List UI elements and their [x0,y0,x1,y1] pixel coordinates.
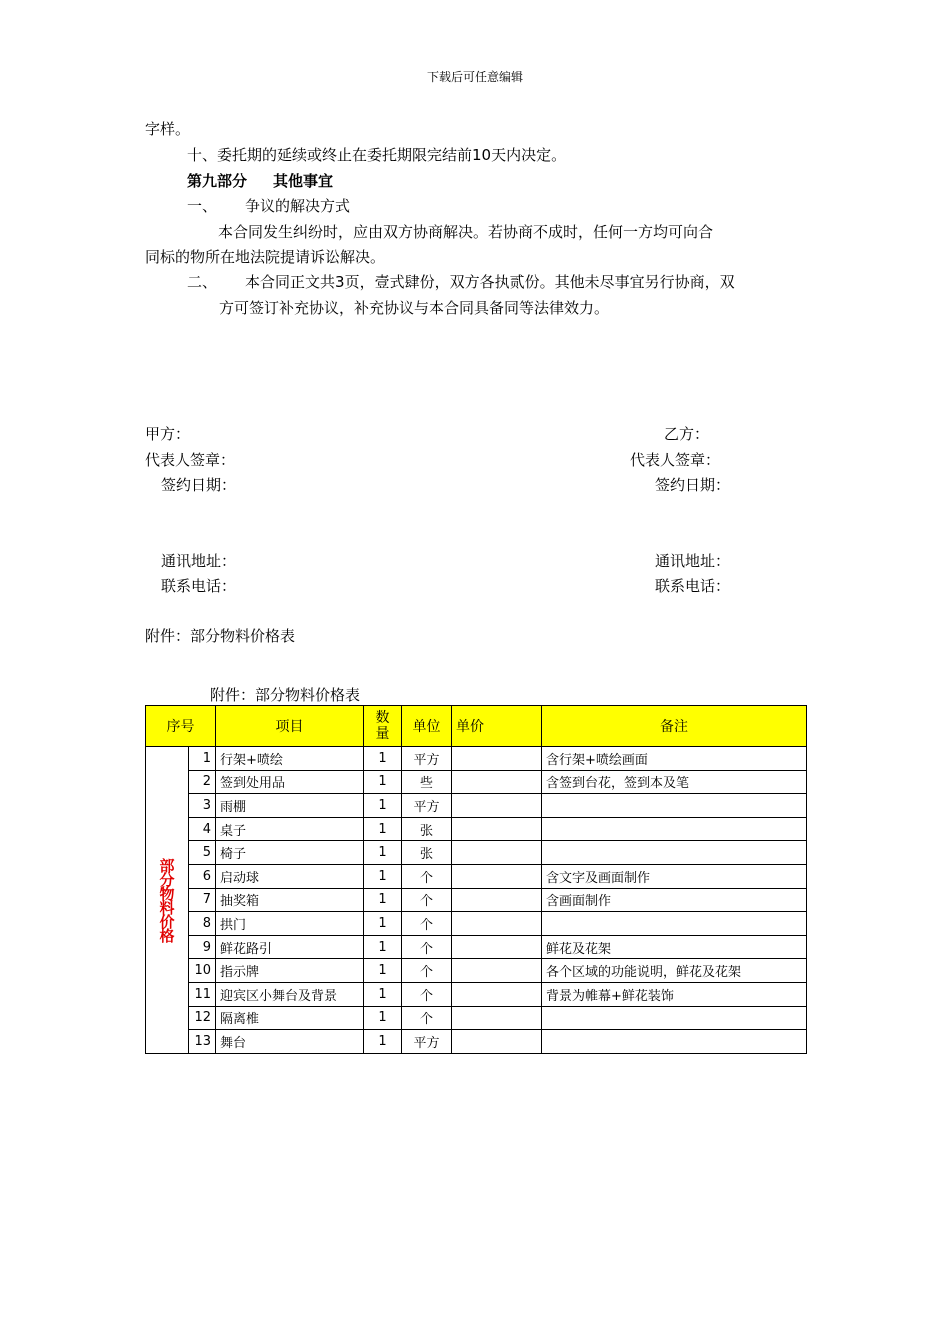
row-remark [542,841,807,865]
row-remark: 含文字及画面制作 [542,864,807,888]
row-remark [542,912,807,936]
text-line-2 [187,145,566,165]
row-number: 3 [189,794,216,818]
party-b-representative: 代表人签章： [630,451,721,469]
row-number: 9 [189,935,216,959]
party-a-representative: 代表人签章： [145,451,236,469]
section-heading [187,171,333,191]
row-item: 签到处用品 [216,770,364,794]
row-unit: 个 [402,935,452,959]
item-1-number: 一、 [187,197,218,215]
row-unit: 个 [402,912,452,936]
row-item: 椅子 [216,841,364,865]
table-header-row [146,706,807,747]
item-2-line-a [187,272,735,292]
row-qty: 1 [364,864,402,888]
header-item: 项目 [216,706,364,747]
header-remark: 备注 [542,706,807,747]
party-a-label: 甲方： [145,425,191,443]
row-unit: 些 [402,770,452,794]
row-unit: 个 [402,959,452,983]
row-remark: 各个区域的功能说明，鲜花及花架 [542,959,807,983]
row-price [452,770,542,794]
party-b-phone: 联系电话： [655,577,731,595]
group-label-cell [146,747,189,1054]
row-price [452,747,542,771]
item-2-line-b: 方可签订补充协议，补充协议与本合同具备同等法律效力。 [219,299,610,317]
row-qty: 1 [364,794,402,818]
row-item: 行架+喷绘 [216,747,364,771]
row-price [452,912,542,936]
text-line-2-number: 10 [472,146,492,164]
row-remark [542,1006,807,1030]
row-item: 迎宾区小舞台及背景 [216,982,364,1006]
text-line-1: 字样。 [145,120,191,138]
party-b-date: 签约日期： [655,476,731,494]
attachment-title: 附件：部分物料价格表 [145,627,296,645]
table-row [146,888,807,912]
row-item: 桌子 [216,817,364,841]
header-seq: 序号 [146,706,216,747]
table-row [146,794,807,818]
row-qty: 1 [364,747,402,771]
row-price [452,959,542,983]
row-number: 13 [189,1030,216,1054]
row-qty: 1 [364,817,402,841]
row-qty: 1 [364,1006,402,1030]
row-price [452,1030,542,1054]
row-remark [542,1030,807,1054]
header-price: 单价 [452,706,542,747]
row-remark: 鲜花及花架 [542,935,807,959]
row-price [452,841,542,865]
price-table [145,705,807,1054]
party-a-phone: 联系电话： [161,577,237,595]
row-number: 8 [189,912,216,936]
table-row [146,959,807,983]
item-2-text-post: 页，壹式肆份，双方各执贰份。其他未尽事宜另行协商，双 [344,273,735,291]
row-number: 12 [189,1006,216,1030]
table-row [146,841,807,865]
row-qty: 1 [364,888,402,912]
text-line-2-end: 天内决定。 [491,146,567,164]
row-price [452,864,542,888]
header-qty-label: 数 量 [375,710,390,742]
header-unit: 单位 [402,706,452,747]
row-unit: 个 [402,888,452,912]
row-item: 启动球 [216,864,364,888]
page-header: 下载后可任意编辑 [426,70,523,84]
section-title: 其他事宜 [273,172,334,190]
row-item: 拱门 [216,912,364,936]
row-price [452,817,542,841]
table-row [146,1030,807,1054]
item-1-heading [187,196,350,216]
item-2-text-pre: 本合同正文共 [245,273,336,291]
row-remark: 背景为帷幕+鲜花装饰 [542,982,807,1006]
row-unit: 个 [402,1006,452,1030]
row-number: 1 [189,747,216,771]
row-item: 抽奖箱 [216,888,364,912]
row-item: 雨棚 [216,794,364,818]
item-2-number: 二、 [187,273,218,291]
header-qty [364,706,402,747]
table-row [146,1006,807,1030]
row-item: 隔离椎 [216,1006,364,1030]
table-row [146,864,807,888]
party-b-label: 乙方： [664,425,710,443]
item-1-text-b: 同标的物所在地法院提请诉讼解决。 [145,248,386,266]
row-item: 鲜花路引 [216,935,364,959]
row-unit: 平方 [402,794,452,818]
row-unit: 张 [402,841,452,865]
row-number: 4 [189,817,216,841]
item-1-title: 争议的解决方式 [245,197,351,215]
row-qty: 1 [364,959,402,983]
text-line-2-start: 十、委托期的延续或终止在委托期限完结前 [187,146,473,164]
row-price [452,794,542,818]
row-number: 2 [189,770,216,794]
table-row [146,982,807,1006]
item-2-pages: 3 [335,273,345,291]
party-a-date: 签约日期： [161,476,237,494]
party-a-address: 通讯地址： [161,552,237,570]
row-price [452,982,542,1006]
table-row [146,817,807,841]
row-price [452,935,542,959]
row-item: 舞台 [216,1030,364,1054]
row-remark [542,817,807,841]
row-qty: 1 [364,912,402,936]
row-unit: 平方 [402,747,452,771]
group-label: 部分物料价格 [157,857,176,942]
row-remark: 含行架+喷绘画面 [542,747,807,771]
row-number: 5 [189,841,216,865]
row-qty: 1 [364,841,402,865]
row-qty: 1 [364,982,402,1006]
row-unit: 平方 [402,1030,452,1054]
row-qty: 1 [364,770,402,794]
table-caption: 附件：部分物料价格表 [210,686,361,704]
table-row [146,935,807,959]
row-number: 7 [189,888,216,912]
row-unit: 个 [402,864,452,888]
row-price [452,888,542,912]
party-b-address: 通讯地址： [655,552,731,570]
row-price [452,1006,542,1030]
item-1-text-a: 本合同发生纠纷时，应由双方协商解决。若协商不成时，任何一方均可向合 [218,223,714,241]
row-item: 指示牌 [216,959,364,983]
row-remark: 含签到台花，签到本及笔 [542,770,807,794]
row-remark [542,794,807,818]
table-row [146,747,807,771]
row-qty: 1 [364,1030,402,1054]
row-unit: 张 [402,817,452,841]
row-qty: 1 [364,935,402,959]
section-number: 第九部分 [187,172,248,190]
row-number: 11 [189,982,216,1006]
table-row [146,912,807,936]
row-number: 6 [189,864,216,888]
row-remark: 含画面制作 [542,888,807,912]
row-number: 10 [189,959,216,983]
row-unit: 个 [402,982,452,1006]
table-row [146,770,807,794]
